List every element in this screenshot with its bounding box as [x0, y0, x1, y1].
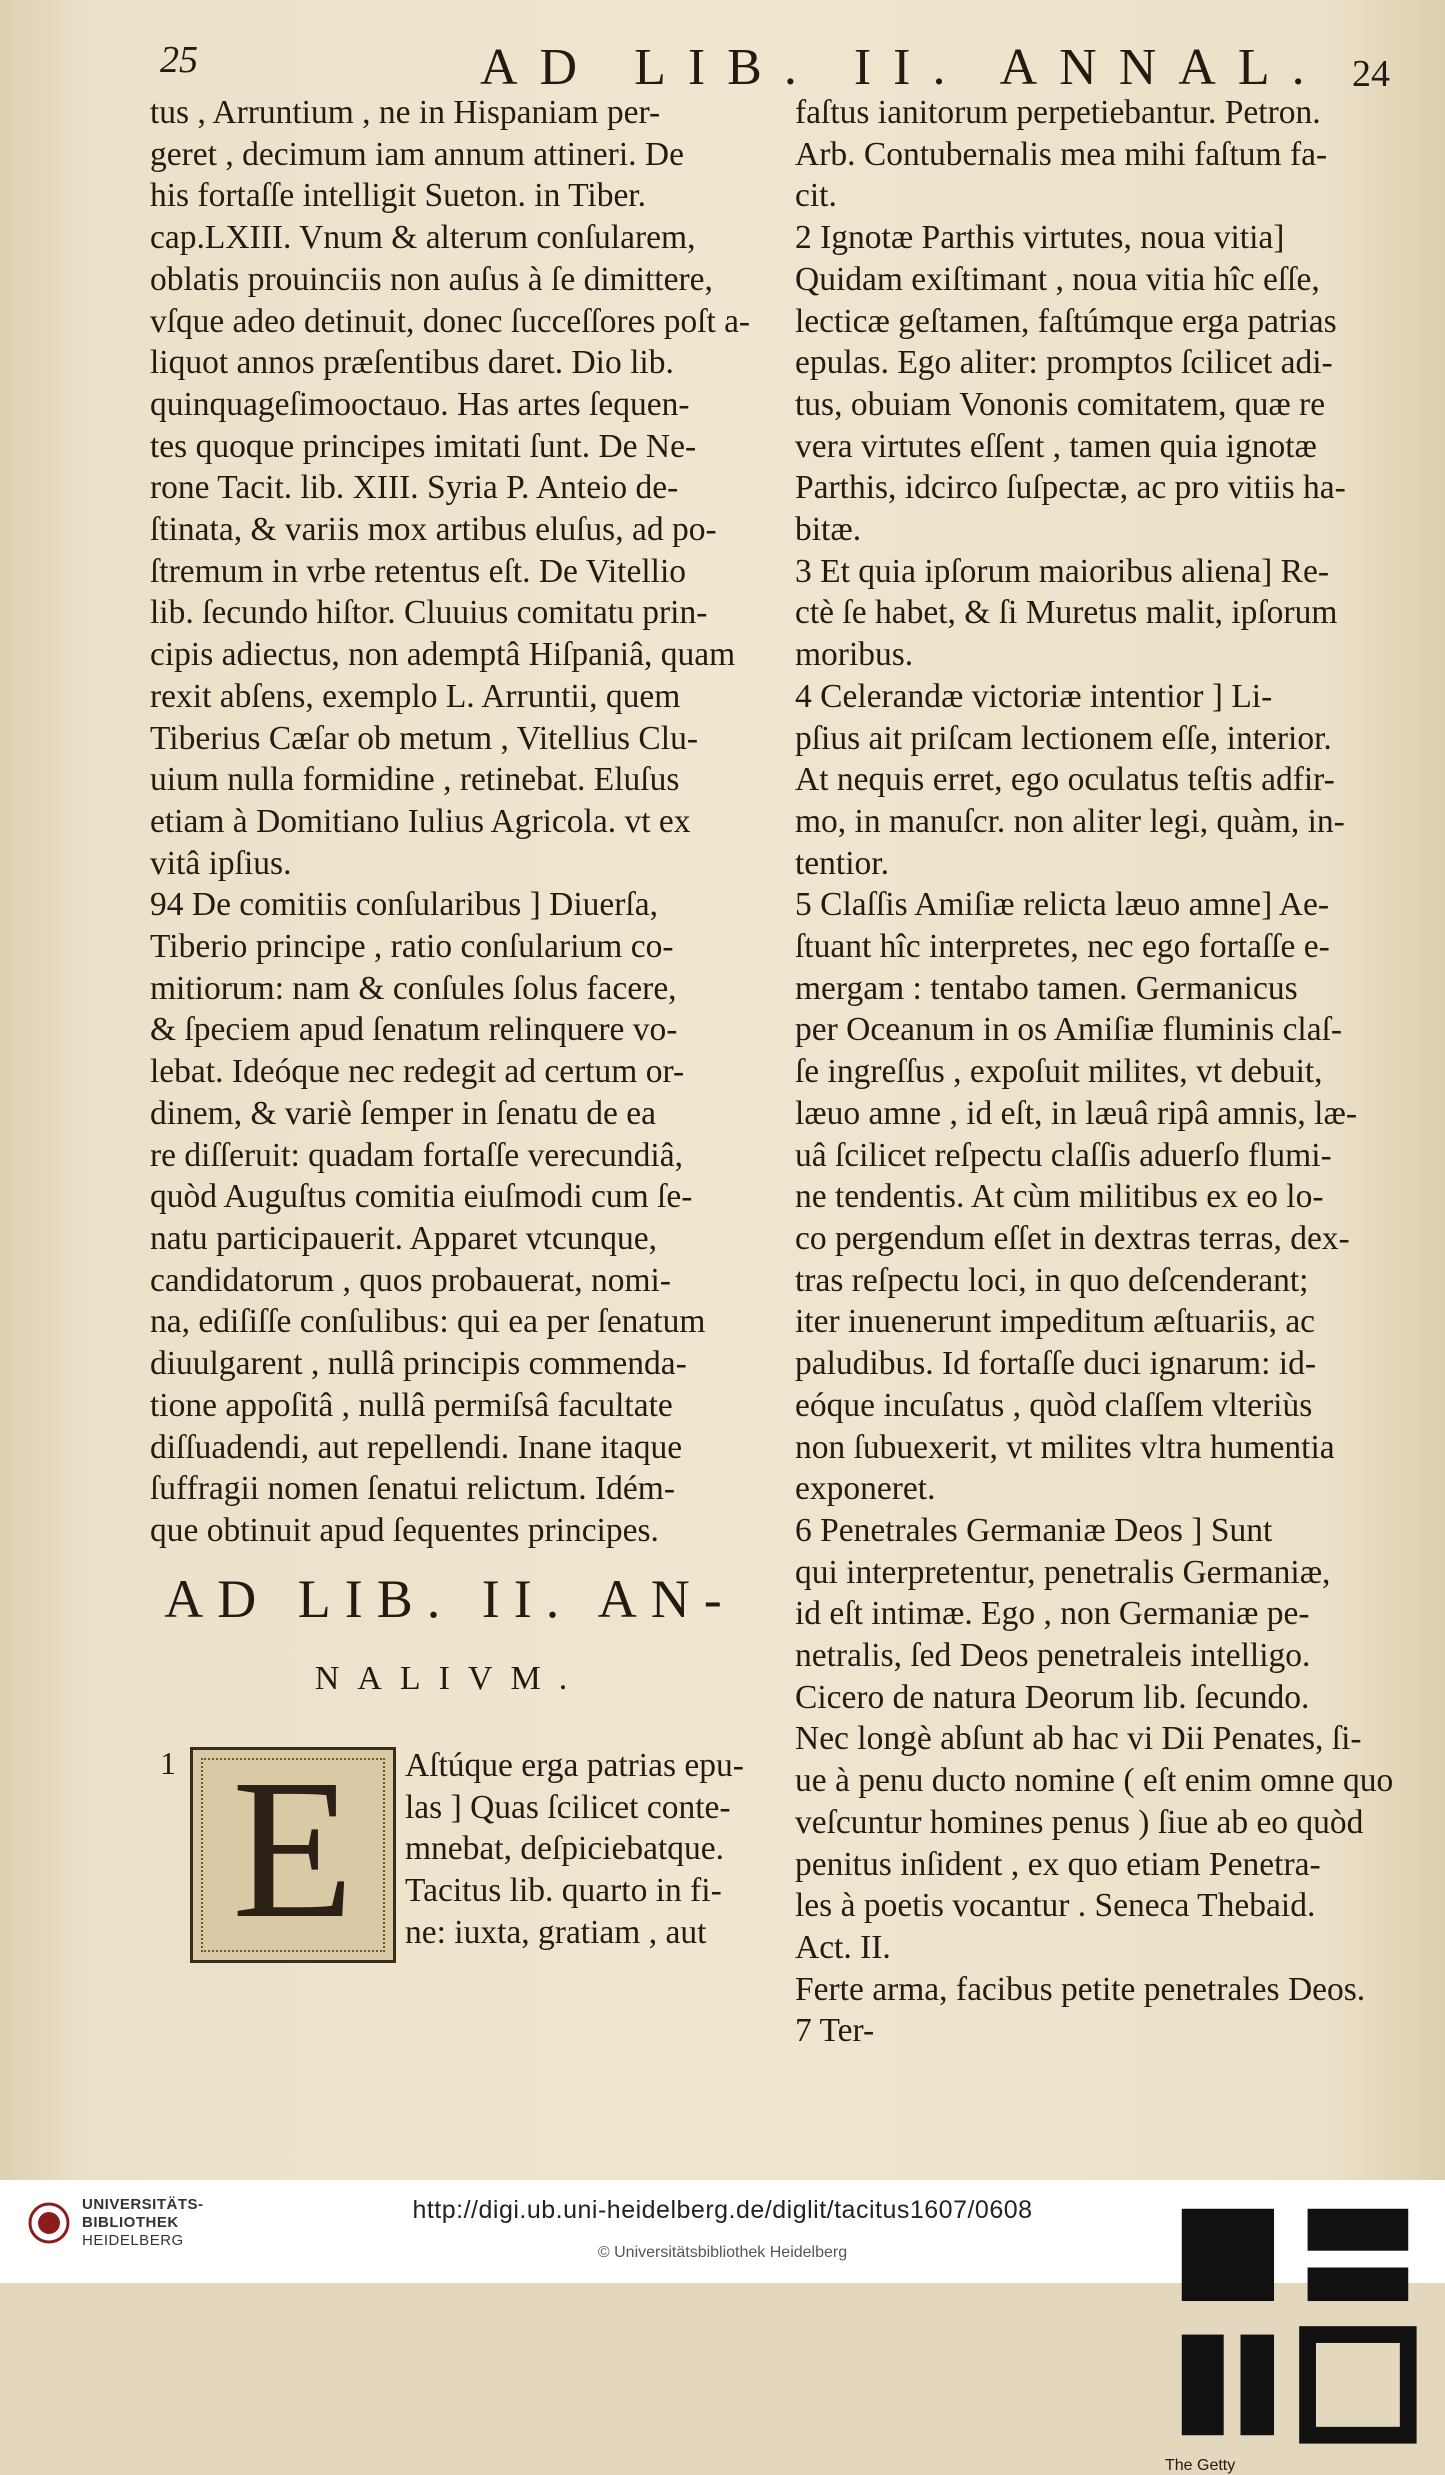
text-line: pſius ait priſcam lectionem eſſe, interior.: [795, 719, 1332, 757]
text-line: mitiorum: nam & conſules ſolus facere,: [150, 969, 677, 1007]
text-line: faſtus ianitorum perpetiebantur. Petron.: [795, 94, 1321, 131]
text-line: penitus inſident , ex quo etiam Penetra-: [795, 1845, 1321, 1883]
text-line: oblatis prouinciis non auſus à ſe dimittere,: [150, 260, 713, 298]
text-line: Tiberio principe , ratio conſularium co-: [150, 928, 674, 966]
library-name-line: BIBLIOTHEK: [82, 2214, 179, 2231]
running-head: [150, 38, 1390, 94]
text-line: eóque incuſatus , quòd claſſem vlteriùs: [795, 1386, 1313, 1424]
initial-text: [405, 1745, 760, 1954]
text-line: rexit abſens, exemplo L. Arruntii, quem: [150, 677, 681, 715]
text-line: cap.LXIII. Vnum & alterum conſularem,: [150, 219, 696, 257]
text-line: veſcuntur homines penus ) ſiue ab eo quòd: [795, 1803, 1364, 1841]
text-line: etiam à Domitiano Iulius Agricola. vt ex: [150, 802, 691, 840]
text-line: re diſſeruit: quadam fortaſſe verecundiâ,: [150, 1136, 683, 1174]
text-line: epulas. Ego aliter: promptos ſcilicet adi-: [795, 344, 1333, 382]
text-line: mergam : tentabo tamen. Germanicus: [795, 969, 1298, 1007]
text-line: Arb. Contubernalis mea mihi faſtum fa-: [795, 135, 1328, 173]
text-line: 3 Et quia ipſorum maioribus aliena] Re-: [795, 552, 1330, 590]
text-line: geret , decimum iam annum attineri. De: [150, 135, 684, 173]
text-line: 94 De comitiis conſularibus ] Diuerſa,: [150, 886, 658, 924]
text-line: quòd Auguſtus comitia eiuſmodi cum ſe-: [150, 1178, 693, 1216]
text-line: lib. ſecundo hiſtor. Cluuius comitatu prin-: [150, 594, 708, 632]
text-line: non ſubuexerit, vt milites vltra humentia: [795, 1428, 1335, 1466]
right-page-number: 24: [1352, 53, 1390, 95]
text-line: vera virtutes eſſent , tamen quia ignotæ: [795, 427, 1317, 465]
text-line: uium nulla formidine , retinebat. Eluſus: [150, 761, 680, 799]
text-line: na, ediſiſſe conſulibus: qui ea per ſenatum: [150, 1303, 706, 1341]
left-page-number: 25: [160, 39, 198, 81]
text-line: dinem, & variè ſemper in ſenatu de ea: [150, 1094, 657, 1132]
text-line: 2 Ignotæ Parthis virtutes, noua vitia]: [795, 219, 1285, 257]
text-line: tus , Arruntium , ne in Hispaniam per-: [150, 94, 661, 131]
text-line: natu participauerit. Apparet vtcunque,: [150, 1219, 657, 1257]
text-line: 4 Celerandæ victoriæ intentior ] Li-: [795, 677, 1273, 715]
text-line: vitâ ipſius.: [150, 844, 292, 882]
text-line: ne: iuxta, gratiam , aut: [405, 1913, 707, 1951]
text-line: Ferte arma, facibus petite penetrales Deos.: [795, 1970, 1366, 2008]
text-line: ſtuant hîc interpretes, nec ego fortaſſe e-: [795, 928, 1330, 966]
text-line: ſe ingreſſus , expoſuit milites, vt debuit,: [795, 1053, 1323, 1091]
text-line: netralis, ſed Deos penetraleis intelligo.: [795, 1637, 1311, 1675]
text-line: mo, in manuſcr. non aliter legi, quàm, in-: [795, 802, 1345, 840]
footer-bar: [0, 2180, 1445, 2474]
text-line: rone Tacit. lib. XIII. Syria P. Anteio de-: [150, 469, 679, 507]
copyright-notice: © Universitätsbibliothek Heidelberg: [597, 2244, 848, 2261]
text-line: quinquageſimooctauo. Has artes ſequen-: [150, 385, 690, 423]
text-line: las ] Quas ſcilicet conte-: [405, 1788, 731, 1826]
permalink[interactable]: http://digi.ub.uni-heidelberg.de/diglit/tacitus1607/0608: [412, 2196, 1033, 2224]
library-name-line: HEIDELBERG: [82, 2232, 184, 2249]
text-line: ue à penu ducto nomine ( eſt enim omne quo: [795, 1762, 1394, 1800]
text-line: tras reſpectu loci, in quo deſcenderant;: [795, 1261, 1309, 1299]
left-column: [150, 92, 750, 1552]
text-line: liquot annos præſentibus daret. Dio lib.: [150, 344, 674, 382]
text-line: moribus.: [795, 636, 914, 674]
text-line: per Oceanum in os Amiſiæ fluminis claſ-: [795, 1011, 1343, 1049]
text-line: Nec longè abſunt ab hac vi Dii Penates, ſi-: [795, 1720, 1362, 1758]
text-line: iter inuenerunt impeditum æſtuariis, ac: [795, 1303, 1316, 1341]
text-line: cipis adiectus, non ademptâ Hiſpaniâ, quam: [150, 636, 736, 674]
note-number: 1: [160, 1745, 176, 1781]
section-heading: AD LIB. II. AN-: [164, 1569, 736, 1629]
text-line: paludibus. Id fortaſſe duci ignarum: id-: [795, 1345, 1316, 1383]
text-line: tes quoque principes imitati ſunt. De Ne-: [150, 427, 697, 465]
getty-logo-icon: [1165, 2192, 1425, 2452]
text-line: ſtinata, & variis mox artibus eluſus, ad po-: [150, 511, 717, 549]
text-line: qui interpretentur, penetralis Germaniæ,: [795, 1553, 1331, 1591]
right-column: [795, 92, 1393, 2052]
text-line: co pergendum eſſet in dextras terras, dex-: [795, 1219, 1350, 1257]
text-line: candidatorum , quos probauerat, nomi-: [150, 1261, 671, 1299]
text-line: Tiberius Cæſar ob metum , Vitellius Clu-: [150, 719, 698, 757]
text-line: & ſpeciem apud ſenatum relinquere vo-: [150, 1011, 678, 1049]
text-line: ſtremum in vrbe retentus eſt. De Vitellio: [150, 552, 687, 590]
text-line: 7 Ter-: [795, 2012, 875, 2050]
text-line: 6 Penetrales Germaniæ Deos ] Sunt: [795, 1511, 1273, 1549]
text-line: uâ ſcilicet reſpectu claſſis aduerſo flumi-: [795, 1136, 1332, 1174]
text-line: cit.: [795, 177, 837, 215]
library-name-line: UNIVERSITÄTS-: [82, 2196, 204, 2213]
section-heading-continued: NALIVM.: [314, 1660, 586, 1697]
text-line: 5 Claſſis Amiſiæ relicta læuo amne] Ae-: [795, 886, 1330, 924]
text-line: Parthis, idcirco ſuſpectæ, ac pro vitiis ha-: [795, 469, 1346, 507]
text-line: tus, obuiam Vononis comitatem, quæ re: [795, 385, 1326, 423]
text-line: Act. II.: [795, 1928, 891, 1966]
text-line: Quidam exiſtimant , noua vitia hîc eſſe,: [795, 260, 1320, 298]
text-line: mnebat, deſpiciebatque.: [405, 1830, 725, 1868]
text-line: ctè ſe habet, & ſi Muretus malit, ipſorum: [795, 594, 1338, 632]
partner-logo[interactable]: [1165, 2192, 1425, 2474]
text-line: tione appoſitâ , nullâ permiſsâ facultate: [150, 1386, 673, 1424]
text-line: ſuffragii nomen ſenatui relictum. Idém-: [150, 1470, 675, 1508]
text-line: ne tendentis. At cùm militibus ex eo lo-: [795, 1178, 1324, 1216]
text-line: At nequis erret, ego oculatus teſtis adfir-: [795, 761, 1335, 799]
text-line: lecticæ geſtamen, faſtúmque erga patrias: [795, 302, 1337, 340]
decorated-initial: [190, 1739, 396, 1963]
initial-letter: E: [231, 1739, 355, 1960]
text-line: Aſtúque erga patrias epu-: [405, 1747, 744, 1784]
text-line: lebat. Ideóque nec redegit ad certum or-: [150, 1053, 685, 1091]
text-line: his fortaſſe intelligit Sueton. in Tiber.: [150, 177, 646, 215]
text-line: læuo amne , id eſt, in læuâ ripâ amnis, læ-: [795, 1094, 1357, 1132]
text-line: que obtinuit apud ſequentes principes.: [150, 1511, 659, 1549]
text-line: bitæ.: [795, 511, 862, 549]
text-line: diſſuadendi, aut repellendi. Inane itaque: [150, 1428, 683, 1466]
text-line: Cicero de natura Deorum lib. ſecundo.: [795, 1678, 1310, 1716]
text-line: exponeret.: [795, 1470, 936, 1508]
text-line: les à poetis vocantur . Seneca Thebaid.: [795, 1887, 1316, 1925]
text-line: id eſt intimæ. Ego , non Germaniæ pe-: [795, 1595, 1310, 1633]
text-line: Tacitus lib. quarto in fi-: [405, 1872, 722, 1910]
text-line: diuulgarent , nullâ principis commenda-: [150, 1345, 687, 1383]
text-line: vſque adeo detinuit, donec ſucceſſores poſt a-: [150, 302, 751, 340]
partner-name: The Getty: [1165, 2457, 1236, 2474]
text-line: tentior.: [795, 844, 889, 882]
running-title: AD LIB. II. ANNAL.: [480, 39, 1327, 96]
